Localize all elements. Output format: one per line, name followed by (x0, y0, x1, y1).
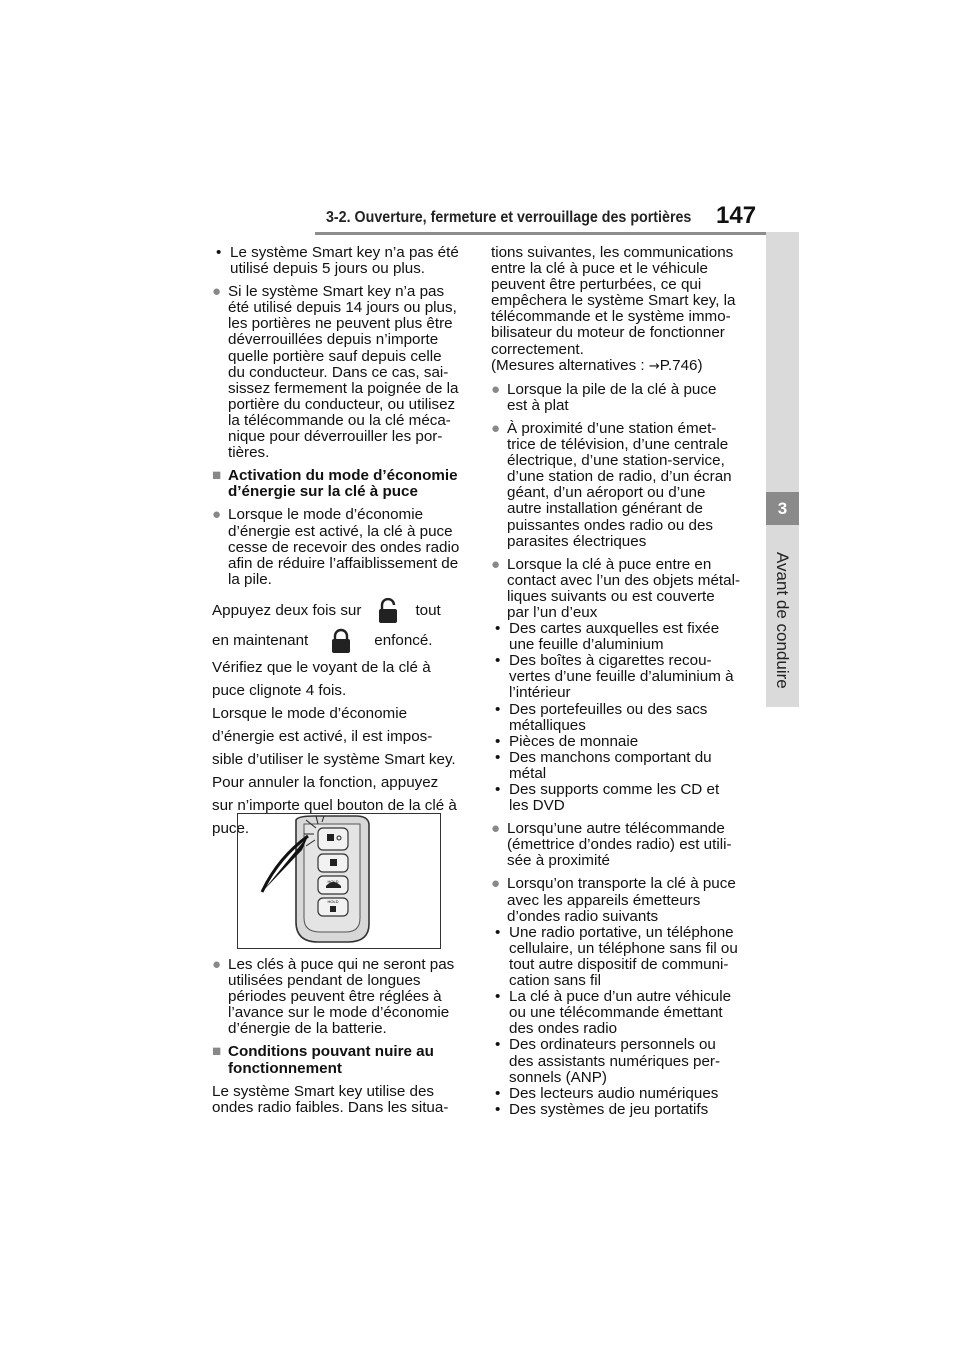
text-line: Une radio portative, un téléphone (509, 923, 734, 941)
measures-line (491, 358, 756, 375)
dash-marker: • (495, 652, 501, 670)
text-line: sur n’importe quel bouton de la clé à (212, 796, 457, 814)
list-item (491, 925, 756, 989)
heading-line: Conditions pouvant nuire au (228, 1043, 434, 1061)
text-line: d’énergie de la batterie. (228, 1020, 387, 1038)
text-line: Des cartes auxquelles est fixée (509, 620, 720, 638)
text-line: tières. (228, 444, 270, 462)
smart-key-figure (237, 813, 441, 949)
dash-marker: • (495, 700, 501, 718)
dash-marker: • (495, 732, 501, 750)
bullet-contact (491, 557, 756, 621)
text-line: portière du conducteur, ou utilisez (228, 395, 456, 413)
text-line: puissantes ondes radio ou des (507, 516, 714, 534)
text-line: contact avec l’un des objets métal- (507, 571, 740, 589)
bullet-icon: ● (212, 956, 222, 973)
dash-marker: • (495, 620, 501, 638)
heading-line: d’énergie sur la clé à puce (228, 483, 418, 501)
text-line: les DVD (509, 797, 565, 815)
bullet-other-remote (491, 821, 756, 869)
text-line: sée à proximité (507, 852, 610, 870)
chapter-label (761, 552, 803, 702)
text-line: Pièces de monnaie (509, 732, 639, 750)
text-line: Lorsqu’on transporte la clé à puce (507, 875, 736, 893)
text-line: empêchera le système Smart key, la (491, 292, 736, 310)
chapter-label-text: Avant de conduire (773, 552, 792, 689)
dash-marker: • (216, 244, 222, 261)
heading-square-icon: ■ (212, 1043, 222, 1061)
text-line: cellulaire, un téléphone sans fil ou (509, 939, 738, 957)
press-line-1 (212, 596, 467, 626)
bullet-long-storage (212, 957, 467, 1037)
dash-marker: • (495, 923, 501, 941)
text-line: sible d’utiliser le système Smart key. (212, 750, 456, 768)
text-line: Des boîtes à cigarettes recou- (509, 652, 712, 670)
hold-label: HOLD (327, 879, 339, 884)
list-item (491, 702, 756, 734)
text-line: des assistants numériques per- (509, 1052, 721, 1070)
text-line: Des portefeuilles ou des sacs (509, 700, 708, 718)
list-item (491, 621, 756, 653)
text-line: métal (509, 764, 547, 782)
chapter-number: 3 (766, 492, 799, 525)
heading-eco (212, 468, 467, 500)
text-span: Appuyez deux fois sur (212, 601, 362, 619)
bullet-icon: ● (491, 875, 501, 893)
text-line: À proximité d’une station émet- (507, 419, 717, 437)
text-line: Des lecteurs audio numériques (509, 1084, 719, 1102)
text-line: du conducteur. Dans ce cas, sai- (228, 363, 449, 381)
left-column (212, 245, 467, 840)
text-line: Des supports comme les CD et (509, 781, 720, 798)
text-line: afin de réduire l’affaiblissement de (228, 554, 459, 572)
heading-line: fonctionnement (228, 1059, 342, 1077)
header-rule (315, 232, 799, 235)
text-line: utilisées pendant de longues (228, 972, 421, 990)
text-line: parasites électriques (507, 532, 647, 550)
text-line: périodes peuvent être réglées à (228, 988, 442, 1006)
cond-body (212, 1084, 467, 1116)
text-line: Lorsque la clé à puce entre en (507, 555, 712, 573)
list-item (491, 734, 756, 750)
list-item (491, 653, 756, 701)
text-line: avec les appareils émetteurs (507, 891, 701, 909)
text-line: la télécommande ou la clé méca- (228, 411, 451, 429)
text-line: métalliques (509, 716, 586, 734)
page-number: 147 (716, 202, 757, 229)
text-line: La clé à puce d’un autre véhicule (509, 988, 732, 1006)
text-line: ondes radio faibles. Dans les situa- (212, 1098, 449, 1116)
text-line: (émettrice d’ondes radio) est utili- (507, 836, 732, 854)
text-line: été utilisé depuis 14 jours ou plus, (228, 299, 457, 317)
arrow-icon: → (648, 358, 660, 374)
bullet-icon: ● (491, 380, 501, 398)
page-reference: P.746) (659, 356, 703, 374)
text-line: des ondes radio (509, 1020, 618, 1038)
bullet-battery (491, 382, 756, 414)
text-line: autre installation générant de (507, 500, 703, 518)
dash-marker: • (495, 988, 501, 1006)
text-line: la pile. (228, 570, 272, 588)
text-line: liques suivants ou est couverte (507, 587, 715, 605)
bullet-14days (212, 284, 467, 461)
text-line: par l’un d’eux (507, 603, 598, 621)
list-item (491, 1086, 756, 1102)
text-line: Des systèmes de jeu portatifs (509, 1100, 709, 1118)
text-line: Lorsqu’une autre télécommande (507, 820, 725, 838)
right-column (491, 245, 756, 1118)
text-line: géant, d’un aéroport ou d’une (507, 484, 706, 502)
text-line: peuvent être perturbées, ce qui (491, 276, 702, 294)
text-line: entre la clé à puce et le véhicule (491, 260, 708, 278)
lock-icon (330, 628, 352, 654)
text-line: électrique, d’une station-service, (507, 452, 725, 470)
text-line: sissez fermement la poignée de la (228, 379, 459, 397)
text-line: Lorsque le mode d’économie (228, 506, 424, 524)
text-line: une feuille d’aluminium (509, 636, 664, 654)
list-item (491, 989, 756, 1037)
text-line: d’ondes radio suivants (507, 907, 659, 925)
text-line: Des manchons comportant du (509, 748, 712, 766)
text-line: l’intérieur (509, 684, 571, 702)
bullet-icon: ● (491, 419, 501, 437)
text-line: nique pour déverrouiller les por- (228, 428, 443, 446)
text-line: Le système Smart key n’a pas été (230, 244, 459, 261)
text-line: cesse de recevoir des ondes radio (228, 538, 460, 556)
unlock-icon (377, 598, 399, 624)
heading-line: Activation du mode d’économie (228, 467, 458, 485)
text-line: Le système Smart key utilise des (212, 1082, 434, 1100)
text-line: Lorsque la pile de la clé à puce (507, 380, 717, 398)
dash-marker: • (495, 1036, 501, 1054)
text-line: Lorsque le mode d’économie (212, 704, 408, 722)
dash-marker: • (495, 781, 501, 798)
text-line: Des ordinateurs personnels ou (509, 1036, 716, 1054)
list-item (212, 245, 467, 277)
list-item (491, 1037, 756, 1085)
bullet-icon: ● (491, 820, 501, 838)
text-line: puce. (212, 819, 250, 837)
text-line: d’énergie est activé, il est impos- (212, 727, 433, 745)
text-line: télécommande et le système immo- (491, 308, 731, 326)
text-line: déverrouillées depuis n’importe (228, 331, 439, 349)
text-line: bilisateur du moteur de fonctionner (491, 324, 725, 342)
text-line: les portières ne peuvent plus être (228, 315, 453, 333)
cont-paragraph (491, 245, 756, 375)
text-line: cation sans fil (509, 972, 602, 990)
bullet-icon: ● (212, 283, 222, 301)
text-line: vertes d’une feuille d’aluminium à (509, 668, 734, 686)
bullet-icon: ● (491, 555, 501, 573)
text-line: Les clés à puce qui ne seront pas (228, 956, 455, 973)
bullet-icon: ● (212, 506, 222, 524)
dash-marker: • (495, 1084, 501, 1102)
text-line: Vérifiez que le voyant de la clé à (212, 658, 431, 676)
bullet-eco (212, 507, 467, 587)
text-line: ou une télécommande émettant (509, 1004, 723, 1022)
bullet-transport (491, 876, 756, 924)
text-line: puce clignote 4 fois. (212, 681, 347, 699)
text-span: (Mesures alternatives : (491, 356, 649, 374)
text-line: sonnels (ANP) (509, 1068, 607, 1086)
text-line: Pour annuler la fonction, appuyez (212, 773, 439, 791)
text-line: Si le système Smart key n’a pas (228, 283, 445, 301)
heading-square-icon: ■ (212, 467, 222, 485)
left-column-lower (212, 957, 467, 1116)
hold-label: HOLD (327, 899, 339, 904)
procedure (212, 596, 467, 840)
list-item (491, 750, 756, 782)
dash-marker: • (495, 1100, 501, 1118)
list-item (491, 782, 756, 814)
text-line: tions suivantes, les communications (491, 244, 734, 261)
text-line: quelle portière sauf depuis celle (228, 347, 442, 365)
text-span: en maintenant (212, 631, 309, 649)
text-line: correctement. (491, 340, 584, 358)
heading-conditions (212, 1044, 467, 1076)
text-line: tout autre dispositif de communi- (509, 955, 729, 973)
text-line: trice de télévision, d’une centrale (507, 436, 729, 454)
section-title: 3-2. Ouverture, fermeture et verrouillage des portières (326, 209, 692, 226)
press-line-2 (212, 626, 467, 656)
text-line: d’énergie est activé, la clé à puce (228, 522, 453, 540)
text-line: est à plat (507, 396, 569, 414)
text-line: d’une station de radio, d’un écran (507, 468, 732, 486)
text-line: utilisé depuis 5 jours ou plus. (230, 260, 426, 278)
smart-key-illustration (238, 814, 439, 947)
list-item (491, 1102, 756, 1118)
bullet-station (491, 421, 756, 550)
text-span: enfoncé. (374, 631, 433, 649)
text-line: l’avance sur le mode d’économie (228, 1004, 450, 1022)
text-span: tout (415, 601, 441, 619)
dash-marker: • (495, 748, 501, 766)
